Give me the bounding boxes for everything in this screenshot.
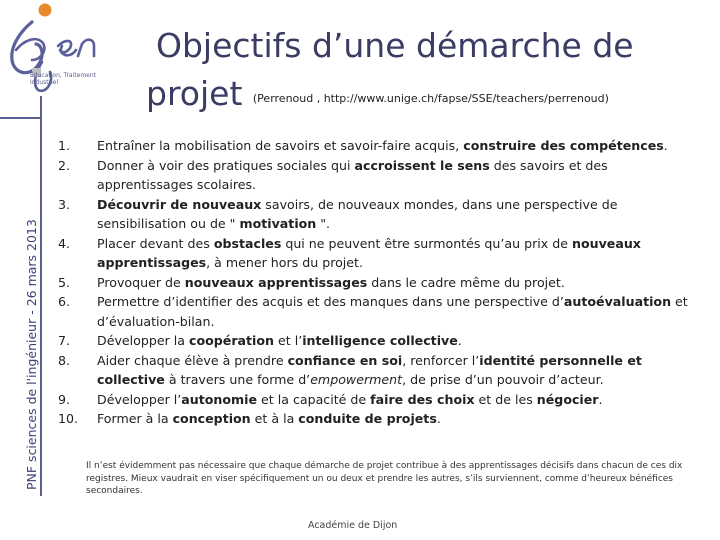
list-item-text (97, 195, 706, 234)
text-segment: . (436, 411, 441, 426)
list-item (50, 273, 706, 293)
text-segment: à travers une forme d’ (164, 372, 311, 387)
text-segment: empowerment (310, 372, 403, 387)
list-item-text (97, 409, 706, 429)
list-item-text (97, 234, 706, 273)
side-rule (40, 96, 42, 496)
text-segment: et d’évaluation-bilan. (97, 294, 688, 329)
text-segment: . (663, 138, 668, 153)
text-segment: Placer devant des (97, 235, 214, 251)
list-item (50, 409, 706, 429)
text-segment: Développer la (97, 333, 189, 348)
list-item-text (97, 390, 706, 410)
list-item-number: 4. (58, 235, 71, 251)
text-segment: , renforcer l’ (402, 352, 480, 368)
text-segment: et de les (474, 391, 537, 407)
text-segment: , à mener hors du projet. (206, 255, 363, 270)
text-segment: Développer l’ (97, 391, 182, 407)
slide-title-line1: Objectifs d’une démarche de (156, 26, 634, 65)
list-item (50, 136, 706, 156)
side-label: PNF sciences de l'ingénieur - 26 mars 2013 (24, 219, 39, 490)
list-item-number: 3. (58, 196, 71, 212)
slide-title-word: projet (146, 74, 243, 113)
text-segment: faire des choix (370, 391, 475, 407)
text-segment: ". (316, 216, 331, 231)
text-segment: . (598, 391, 603, 407)
list-item-number: 10. (58, 411, 79, 426)
objectives-list (50, 136, 706, 429)
text-segment: et l’ (274, 333, 303, 348)
list-item-number: 7. (58, 333, 71, 348)
text-segment: confiance en soi (287, 352, 403, 368)
text-segment: Aider chaque élève à prendre (97, 352, 288, 368)
text-segment: obstacles (213, 235, 282, 251)
text-segment: négocier (536, 391, 599, 407)
text-segment: qui ne peuvent être surmontés qu’au prix de (281, 235, 572, 251)
list-item-number: 8. (58, 352, 71, 368)
text-segment: Entraîner la mobilisation de savoirs et savoir-faire acquis, (97, 138, 464, 153)
list-item (50, 351, 706, 390)
list-item-text (97, 136, 706, 156)
text-segment: coopération (189, 333, 274, 348)
text-segment: nouveaux apprentissages (184, 274, 368, 290)
text-segment: conduite de projets (298, 411, 437, 426)
text-segment: et à la (250, 411, 299, 426)
text-segment: motivation (239, 216, 317, 231)
text-segment: Permettre d’identifier des acquis et des manques dans une perspective d’ (97, 294, 564, 309)
title-reference: (Perrenoud , http://www.unige.ch/fapse/SSE/teachers/perrenoud) (252, 92, 609, 105)
list-item (50, 234, 706, 273)
slide-title-line2 (146, 74, 609, 113)
text-segment: dans le cadre même du projet. (367, 274, 565, 290)
list-item (50, 156, 706, 195)
text-segment: savoirs, de nouveaux mondes, dans une perspective de sensibilisation ou de " (97, 196, 618, 231)
text-segment: Former à la (97, 411, 173, 426)
list-item-text (97, 292, 706, 331)
list-item-number: 1. (58, 138, 71, 153)
text-segment: Découvrir de (97, 196, 193, 212)
text-segment: et la capacité de (257, 391, 371, 407)
text-segment: identité personnelle et collective (97, 352, 642, 387)
list-item-text (97, 156, 706, 195)
text-segment: , de prise d’un pouvoir d’acteur. (402, 372, 604, 387)
text-segment: accroissent le sens (354, 157, 490, 173)
logo-caption: Éducation, Traitement Industriel (30, 72, 97, 86)
list-item-number: 9. (58, 391, 71, 407)
text-segment: des savoirs et des apprentissages scolaires. (97, 157, 608, 192)
text-segment: construire des compétences (463, 138, 664, 153)
list-item-number: 2. (58, 157, 71, 173)
list-item-number: 5. (58, 274, 71, 290)
list-item (50, 292, 706, 331)
header-rule (0, 117, 40, 119)
text-segment: autonomie (181, 391, 258, 407)
list-item-text (97, 331, 706, 351)
text-segment: nouveaux apprentissages (97, 235, 641, 270)
text-segment: Donner à voir des pratiques sociales qui (97, 157, 355, 173)
footnote: Il n’est évidemment pas nécessaire que chaque démarche de projet contribue à des apprentissages décisifs dans chacun de ces dix registres. Mieux vaudrait en viser spécifiquement un ou deux et prendre les autres, s’ils surviennent, comme d’heureux bénéfices secondaires. (86, 461, 683, 496)
list-item-number: 6. (58, 294, 71, 309)
footer-academy: Académie de Dijon (308, 520, 398, 531)
text-segment: nouveaux (192, 196, 262, 212)
text-segment: Provoquer de (97, 274, 185, 290)
list-item-text (97, 351, 706, 390)
text-segment: intelligence collective (302, 333, 458, 348)
list-item-text (97, 273, 706, 293)
list-item (50, 390, 706, 410)
text-segment: autoévaluation (563, 294, 672, 309)
text-segment: . (457, 333, 462, 348)
list-item (50, 195, 706, 234)
text-segment: conception (172, 411, 251, 426)
list-item (50, 331, 706, 351)
